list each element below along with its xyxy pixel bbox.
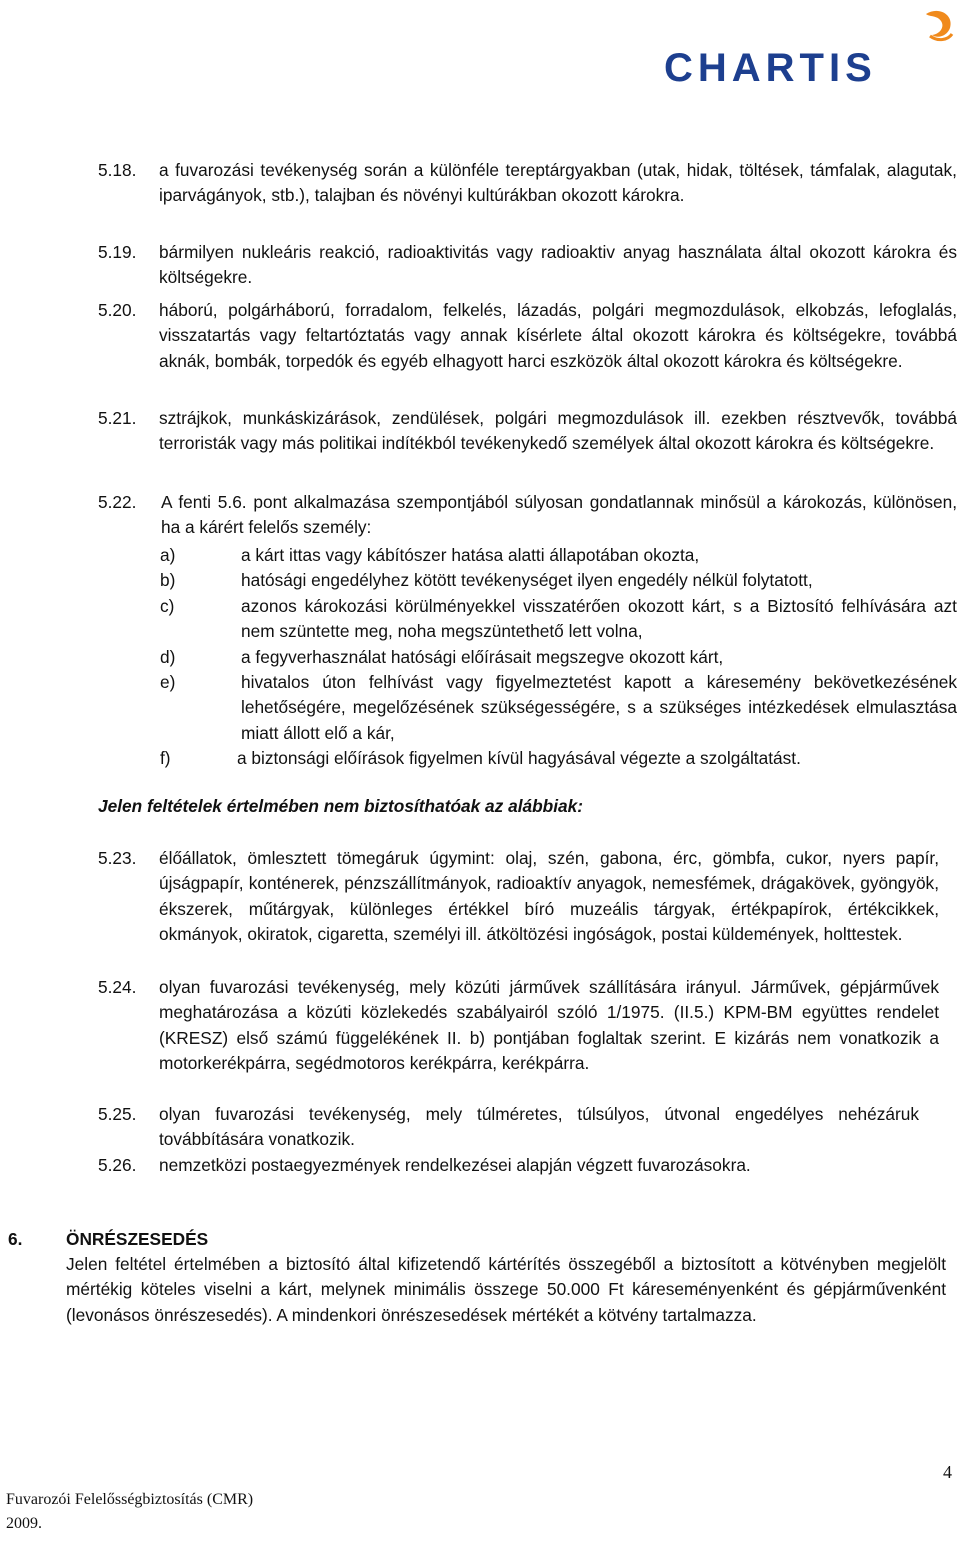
sub-item-f	[160, 746, 960, 772]
clause-5-25	[98, 1102, 958, 1154]
sub-item-d	[160, 645, 960, 671]
logo-text: CHARTIS	[664, 46, 877, 90]
clause-number: 5.23.	[98, 848, 137, 868]
sub-item-label: c)	[160, 596, 175, 616]
clause-text: sztrájkok, munkáskizárások, zendülések, polgári megmozdulások ill. ezekben résztvevők, továbbá terroristák vagy más politikai indítékból tevékenykedő személyek által okozott károkra és költségekre.	[159, 408, 957, 454]
sub-item-a	[160, 543, 960, 569]
sub-item-text: hatósági engedélyhez kötött tevékenységet ilyen engedély nélkül folytatott,	[241, 570, 813, 590]
clause-number: 5.21.	[98, 408, 137, 428]
clause-number: 5.25.	[98, 1104, 137, 1124]
clause-text: A fenti 5.6. pont alkalmazása szempontjából súlyosan gondatlannak minősül a károkozás, különösen, ha a kárért felelős személy:	[161, 492, 957, 538]
sub-item-text: a kárt ittas vagy kábítószer hatása alatti állapotában okozta,	[241, 545, 700, 565]
clause-5-22	[98, 490, 958, 544]
exclusions-heading: Jelen feltételek értelmében nem biztosíthatóak az alábbiak:	[98, 796, 583, 816]
clause-text: bármilyen nukleáris reakció, radioaktivitás vagy radioaktiv anyag használata által okozott károkra és költségekre.	[159, 242, 957, 288]
clause-text: élőállatok, ömlesztett tömegáruk úgymint: olaj, szén, gabona, érc, gömbfa, cukor, nyers papír, újságpapír, konténerek, pénzszállítmányok, radioaktív anyagok, nemesfémek, drágakövek, gyöngyök, ékszerek, műtárgyak, különleges értékkel bíró muzeális tárgyak, értékpapírok, értékcikkek, okmányok, okiratok, cigaretta, személyi ill. átköltözési ingóságok, postai küldemények, holttestek.	[159, 848, 939, 944]
chartis-logo	[664, 6, 956, 92]
clause-text: háború, polgárháború, forradalom, felkelés, lázadás, polgári megmozdulások, elkobzás, lefoglalás, visszatartás vagy feltartóztatás vagy annak kísérlete által okozott károkra és költségekre, továbbá aknák, bombák, torpedók és egyéb elhagyott harci eszközök által okozott károkra és költségekre.	[159, 300, 957, 371]
clause-text: a fuvarozási tevékenység során a különféle tereptárgyakban (utak, hidak, töltések, támfalak, alagutak, iparvágányok, stb.), talajban és növényi kultúrákban okozott károkra.	[159, 160, 957, 206]
clause-text: olyan fuvarozási tevékenység, mely túlméretes, túlsúlyos, útvonal engedélyes nehézáruk továbbítására vonatkozik.	[159, 1104, 919, 1150]
sub-item-label: d)	[160, 647, 176, 667]
sub-item-label: b)	[160, 570, 176, 590]
clause-5-23	[98, 846, 958, 976]
clause-number: 5.22.	[98, 492, 137, 512]
section-body: Jelen feltétel értelmében a biztosító által kifizetendő kártérítés összegéből a biztosított a kötvényben megjelölt mértékig köteles viselni a kárt, melynek minimális összege 50.000 Ft káreseményenként és gépjárművenként (levonásos önrészesedés). A mindenkori önrészesedések mértékét a kötvény tartalmazza.	[66, 1254, 946, 1325]
section-number: 6.	[8, 1229, 23, 1249]
clause-number: 5.19.	[98, 242, 137, 262]
clause-5-19	[98, 240, 958, 294]
sub-item-label: a)	[160, 545, 176, 565]
sub-item-c	[160, 594, 960, 646]
page-footer	[6, 1488, 253, 1536]
clause-number: 5.26.	[98, 1155, 137, 1175]
clause-5-20	[98, 298, 958, 402]
clause-number: 5.18.	[98, 160, 137, 180]
sub-item-label: e)	[160, 672, 176, 692]
section-title: ÖNRÉSZESEDÉS	[66, 1229, 209, 1249]
sub-item-e	[160, 670, 960, 748]
sub-item-text: hivatalos úton felhívást vagy figyelmeztetést kapott a káresemény bekövetkezésének lehetőségére, megelőzésének szükségességére, s a szükséges intézkedések elmulasztása miatt állott elő a kár,	[241, 672, 957, 743]
footer-year: 2009.	[6, 1515, 42, 1532]
logo-swirl-icon	[912, 6, 956, 56]
sub-item-label: f)	[160, 748, 171, 768]
clause-5-21	[98, 406, 958, 486]
clause-5-26	[98, 1153, 958, 1179]
footer-title: Fuvarozói Felelősségbiztosítás (CMR)	[6, 1491, 254, 1508]
clause-text: olyan fuvarozási tevékenység, mely közúti járművek szállítására irányul. Járművek, gépjárművek meghatározása a közúti közlekedés szabályairól szóló 1/1975. (II.5.) KPM-BM együttes rendelet (KRESZ) első számú függelékének II. b) pontjában foglaltak szerint. E kizárás nem vonatkozik a motorkerékpárra, segédmotoros kerékpárra, kerékpárra.	[159, 977, 939, 1073]
clause-5-24	[98, 975, 958, 1105]
sub-item-text: a fegyverhasználat hatósági előírásait megszegve okozott kárt,	[241, 647, 724, 667]
sub-item-text: a biztonsági előírások figyelmen kívül hagyásával végezte a szolgáltatást.	[237, 748, 801, 768]
clause-text: nemzetközi postaegyezmények rendelkezései alapján végzett fuvarozásokra.	[159, 1155, 751, 1175]
sub-item-text: azonos károkozási körülményekkel visszatérően okozott kárt, s a Biztosító felhívására azt nem szüntette meg, noha megszüntethető lett volna,	[241, 596, 957, 642]
clause-number: 5.24.	[98, 977, 137, 997]
clause-number: 5.20.	[98, 300, 137, 320]
clause-5-18	[98, 158, 958, 238]
page-number: 4	[943, 1462, 952, 1482]
sub-item-b	[160, 568, 960, 594]
